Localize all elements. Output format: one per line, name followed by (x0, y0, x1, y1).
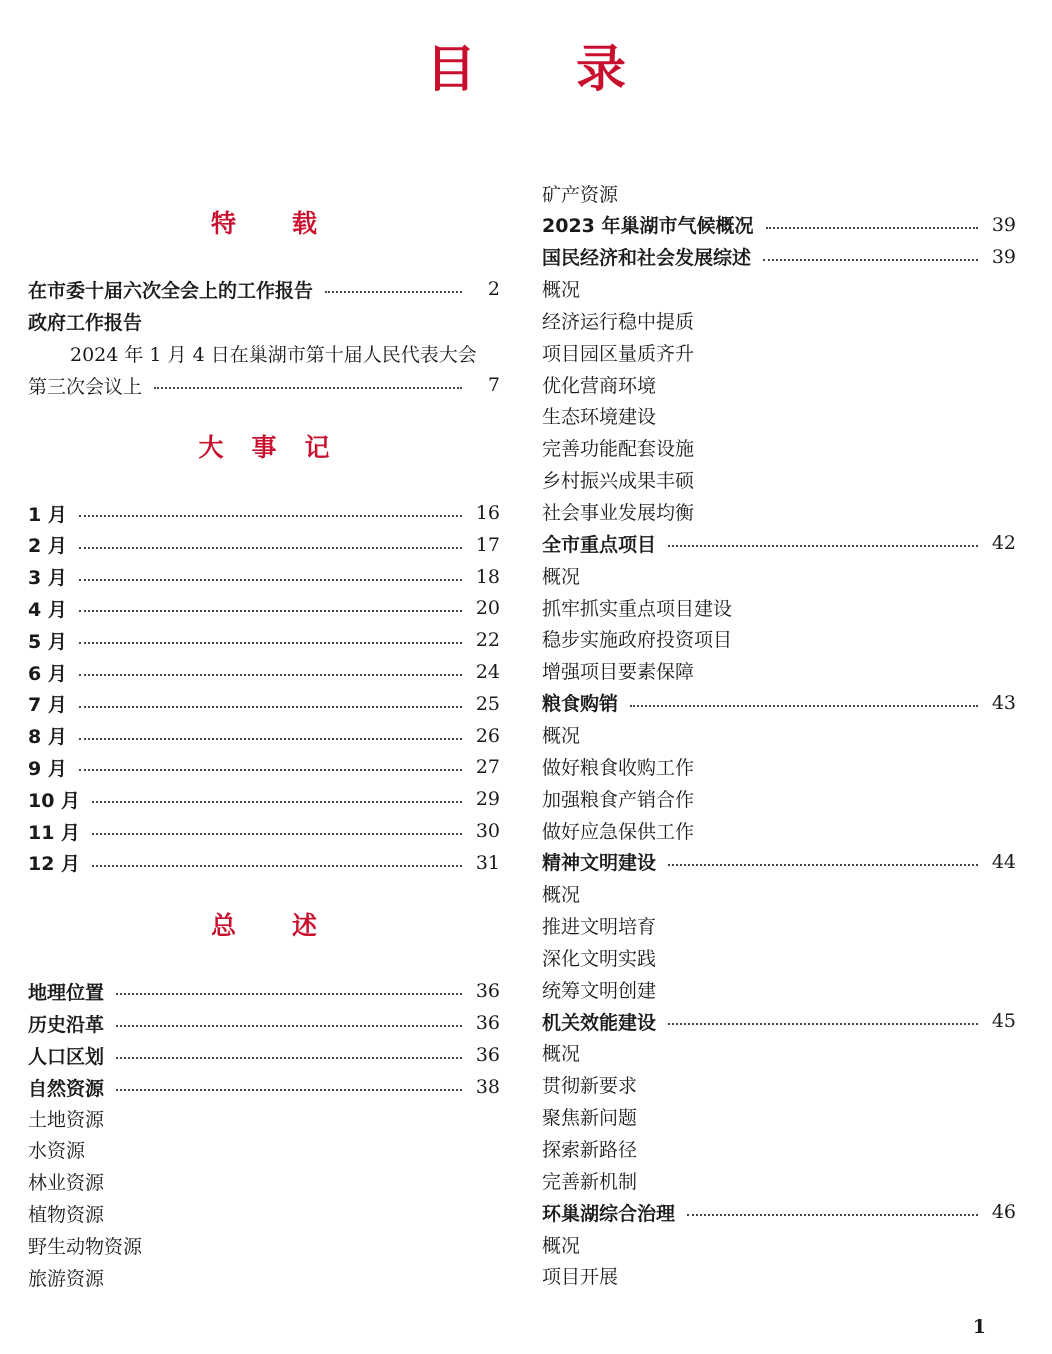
leader-dots (79, 674, 462, 676)
toc-entry[interactable] (28, 720, 500, 752)
toc-entry-label: 矿产资源 (542, 183, 619, 206)
leader-dots (79, 769, 462, 771)
toc-entry[interactable] (542, 336, 1016, 368)
toc-entry-label: 粮食购销 (542, 693, 619, 716)
toc-entry-page: 27 (475, 756, 500, 779)
toc-entry[interactable] (542, 878, 1016, 910)
leader-dots (79, 706, 462, 708)
toc-entry[interactable] (542, 718, 1016, 750)
toc-entry[interactable] (542, 400, 1016, 432)
toc-entry-page: 17 (475, 533, 500, 556)
toc-entry[interactable] (542, 782, 1016, 814)
toc-entry-page: 36 (475, 980, 500, 1002)
toc-entry-label: 4 月 (28, 598, 67, 621)
toc-entry-label: 做好粮食收购工作 (542, 756, 695, 779)
toc-entry-page: 36 (475, 1044, 500, 1066)
toc-entry[interactable] (28, 815, 500, 847)
toc-entry-label: 1 月 (28, 503, 67, 526)
leader-dots (630, 705, 978, 707)
toc-subentry[interactable]: 土地资源 (28, 1108, 105, 1131)
toc-entry-label: 精神文明建设 (542, 852, 657, 875)
toc-entry[interactable] (542, 464, 1016, 496)
toc-entry-label: 抓牢抓实重点项目建设 (542, 597, 733, 620)
toc-entry[interactable] (542, 304, 1016, 336)
toc-entry-label: 概况 (542, 724, 581, 747)
toc-entry[interactable] (28, 688, 500, 720)
leader-dots (79, 738, 462, 740)
toc-entry[interactable] (542, 687, 1016, 719)
page-title: 目 录 (426, 40, 626, 98)
toc-entry-label: 历史沿革 (28, 1013, 105, 1036)
toc-entry-label: 生态环境建设 (542, 406, 657, 429)
toc-entry[interactable] (28, 1007, 500, 1039)
section-heading-special: 特 载 (210, 209, 318, 238)
toc-entry-label: 统筹文明创建 (542, 979, 657, 1002)
toc-entry[interactable] (28, 656, 500, 688)
toc-entry-page: 39 (991, 213, 1016, 236)
leader-dots (116, 1057, 462, 1059)
toc-entry-label: 9 月 (28, 757, 67, 780)
toc-subtitle: 2024 年 1 月 4 日在巢湖市第十届人民代表大会 (70, 343, 477, 366)
toc-entry-label: 探索新路径 (542, 1139, 638, 1161)
toc-entry[interactable] (542, 1005, 1016, 1037)
toc-entry-label: 概况 (542, 1234, 581, 1257)
toc-entry-page: 42 (991, 532, 1016, 555)
toc-entry-page: 22 (475, 629, 500, 652)
toc-entry-label: 推进文明培育 (542, 916, 657, 939)
toc-entry-label: 3 月 (28, 567, 67, 590)
toc-entry-page: 36 (475, 1012, 500, 1034)
toc-entry-label: 7 月 (28, 694, 67, 717)
toc-entry[interactable] (28, 751, 500, 783)
leader-dots (766, 227, 979, 229)
toc-entry-label: 5 月 (28, 630, 67, 653)
toc-entry-label: 经济运行稳中提质 (542, 310, 695, 333)
toc-entry[interactable] (542, 1069, 1016, 1101)
toc-entry-label: 优化营商环境 (542, 374, 657, 397)
toc-entry[interactable] (542, 814, 1016, 846)
leader-dots (79, 642, 462, 644)
toc-entry[interactable] (542, 973, 1016, 1005)
toc-entry-label: 稳步实施政府投资项目 (542, 629, 733, 652)
toc-subentry[interactable]: 水资源 (28, 1140, 86, 1163)
toc-entry-page: 26 (475, 724, 500, 747)
toc-entry-label: 环巢湖综合治理 (542, 1202, 676, 1225)
leader-dots (92, 801, 462, 803)
toc-entry-label: 做好应急保供工作 (542, 820, 695, 843)
toc-entry-label: 人口区划 (28, 1045, 105, 1068)
leader-dots (668, 864, 978, 866)
toc-entry-label: 全市重点项目 (542, 533, 657, 556)
leader-dots (668, 545, 978, 547)
toc-entry[interactable] (542, 177, 1016, 209)
toc-entry-page: 20 (475, 597, 500, 620)
toc-entry-label: 概况 (542, 1043, 581, 1066)
toc-entry[interactable] (28, 1039, 500, 1071)
toc-entry-page: 25 (475, 692, 500, 715)
toc-entry[interactable] (28, 529, 500, 561)
toc-entry[interactable] (542, 496, 1016, 528)
leader-dots (79, 610, 462, 612)
toc-entry-label: 贯彻新要求 (542, 1075, 638, 1098)
leader-dots (79, 547, 462, 549)
toc-entry-label: 概况 (542, 565, 581, 588)
leader-dots (668, 1023, 978, 1025)
toc-entry[interactable] (28, 592, 500, 624)
toc-entry-page: 24 (475, 661, 500, 683)
toc-subentry[interactable]: 野生动物资源 (28, 1235, 143, 1258)
toc-entry-label: 机关效能建设 (542, 1011, 657, 1034)
toc-entry-page: 38 (475, 1076, 500, 1098)
toc-entry-label: 深化文明实践 (542, 947, 657, 970)
toc-entry[interactable] (28, 624, 500, 656)
toc-entry[interactable] (542, 655, 1016, 687)
toc-entry-label: 社会事业发展均衡 (542, 502, 695, 524)
leader-dots (116, 1089, 462, 1091)
toc-entry-label: 加强粮食产销合作 (542, 788, 695, 811)
toc-entry-label: 增强项目要素保障 (542, 661, 695, 684)
leader-dots (79, 579, 462, 581)
toc-entry-label: 自然资源 (28, 1077, 105, 1100)
toc-entry[interactable] (542, 273, 1016, 305)
toc-entry-label: 10 月 (28, 789, 81, 812)
leader-dots (92, 865, 462, 867)
toc-entry[interactable] (542, 559, 1016, 591)
section-heading-overview: 总 述 (210, 911, 318, 940)
leader-dots (763, 259, 978, 261)
toc-entry: 政府工作报告 (28, 311, 143, 334)
leader-dots (92, 833, 462, 835)
toc-entry[interactable] (542, 1196, 1016, 1228)
toc-entry-page: 16 (475, 502, 500, 524)
toc-entry-page: 18 (475, 565, 500, 588)
leader-dots (116, 1025, 462, 1027)
toc-entry-page: 29 (475, 788, 500, 811)
toc-entry[interactable] (542, 1228, 1016, 1260)
toc-entry[interactable] (542, 910, 1016, 942)
toc-entry[interactable] (542, 591, 1016, 623)
toc-entry[interactable] (542, 527, 1016, 559)
toc-entry[interactable] (28, 847, 500, 879)
leader-dots (116, 993, 462, 995)
toc-entry-label: 聚焦新问题 (542, 1107, 638, 1130)
toc-entry[interactable] (542, 1037, 1016, 1069)
toc-entry-label: 概况 (542, 884, 581, 907)
toc-entry-label: 2 月 (28, 535, 67, 558)
page-number: 1 (972, 1316, 986, 1338)
toc-entry-page: 45 (991, 1010, 1016, 1033)
toc-entry[interactable] (28, 561, 500, 593)
toc-entry-label: 乡村振兴成果丰硕 (542, 470, 695, 493)
toc-entry[interactable]: 在市委十届六次全会上的工作报告 2 (28, 278, 500, 302)
toc-entry[interactable]: 第三次会议上 7 (28, 374, 500, 398)
toc-entry-label: 国民经济和社会发展综述 (542, 247, 752, 270)
toc-entry-label: 完善功能配套设施 (542, 438, 695, 461)
leader-dots (79, 515, 462, 517)
toc-entry-label: 项目开展 (542, 1266, 619, 1289)
leader-dots (687, 1214, 978, 1216)
toc-entry[interactable] (542, 432, 1016, 464)
toc-entry[interactable] (28, 975, 500, 1007)
toc-entry[interactable] (542, 1133, 1016, 1165)
toc-entry-label: 项目园区量质齐升 (542, 342, 695, 365)
toc-entry[interactable] (28, 497, 500, 529)
toc-entry[interactable] (28, 783, 500, 815)
toc-entry[interactable] (542, 1260, 1016, 1292)
toc-entry-label: 11 月 (28, 821, 81, 844)
toc-entry-label: 概况 (542, 279, 581, 302)
toc-entry[interactable] (542, 1164, 1016, 1196)
toc-subentry[interactable]: 旅游资源 (28, 1267, 105, 1290)
toc-entry[interactable] (542, 750, 1016, 782)
section-heading-chronicle: 大 事 记 (198, 433, 330, 462)
toc-entry-page: 39 (991, 245, 1016, 268)
toc-entry-label: 12 月 (28, 853, 81, 876)
toc-entry[interactable] (542, 1101, 1016, 1133)
toc-entry[interactable] (542, 846, 1016, 878)
toc-entry-page: 46 (991, 1201, 1016, 1224)
toc-entry[interactable] (542, 941, 1016, 973)
toc-entry[interactable] (542, 368, 1016, 400)
toc-entry-label: 8 月 (28, 726, 67, 749)
toc-subentry[interactable]: 林业资源 (28, 1172, 105, 1195)
toc-entry[interactable] (542, 623, 1016, 655)
toc-entry-label: 完善新机制 (542, 1170, 638, 1193)
toc-entry[interactable] (542, 209, 1016, 241)
toc-entry-label: 地理位置 (28, 981, 105, 1004)
toc-entry-page: 44 (991, 850, 1016, 873)
toc-entry-page: 30 (475, 820, 500, 842)
toc-entry[interactable] (542, 241, 1016, 273)
toc-entry-page: 31 (475, 851, 500, 874)
toc-entry-label: 6 月 (28, 662, 67, 685)
toc-subentry[interactable]: 植物资源 (28, 1203, 105, 1226)
toc-entry-page: 43 (991, 691, 1016, 714)
toc-entry[interactable] (28, 1071, 500, 1103)
toc-entry-label: 2023 年巢湖市气候概况 (542, 215, 754, 238)
